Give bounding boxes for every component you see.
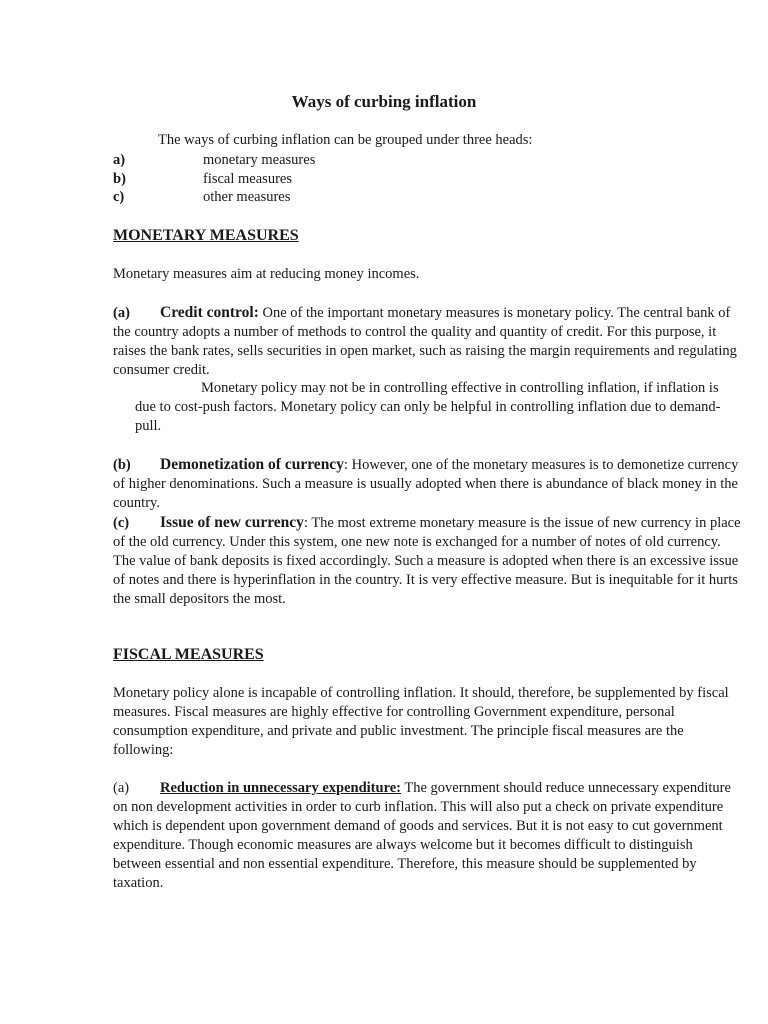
list-item-text: monetary measures <box>203 152 316 168</box>
list-item <box>113 188 291 207</box>
item-marker: (b) <box>113 457 131 473</box>
new-currency-label: Issue of new currency <box>160 514 304 531</box>
list-item-text: other measures <box>203 189 291 205</box>
credit-control-label: Credit control: <box>160 304 259 321</box>
fiscal-intro: Monetary policy alone is incapable of controlling inflation. It should, therefore, be supplemented by fiscal measures. Fiscal measures are highly effective for controlling Government expenditure, personal consumption expenditure, and private and public investment. The principle fiscal measures are the following: <box>113 685 729 758</box>
item-marker: (c) <box>113 515 130 531</box>
reduction-text: The government should reduce unnecessary expenditure on non development activities in order to curb inflation. This will also put a check on private expenditure which is dependent upon government demand of goods and services. But it is not easy to cut government expenditure. Though economic measures are always welcome but it becomes difficult to distinguish between essential and non essential expenditure. Therefore, this measure should be supplemented by taxation. <box>113 780 731 891</box>
list-marker: c) <box>113 189 125 205</box>
credit-control-paragraph <box>113 303 743 380</box>
new-currency-text: : The most extreme monetary measure is the issue of new currency in place of the old currency. Under this system, one new note is exchanged for a number of notes of old currency. The value of bank deposits is fixed accordingly. Such a measure is adopted when there is an excessive issue of notes and there is hyperinflation in the country. It is very effective measure. But is inequitable for it hurts the small depositors the most. <box>113 515 741 607</box>
credit-control-note: Monetary policy may not be in controlling effective in controlling inflation, if inflation is due to cost-push factors. Monetary policy can only be helpful in controlling inflation due to demand-pull. <box>135 380 721 434</box>
list-item <box>113 151 316 170</box>
reduction-label: Reduction in unnecessary expenditure: <box>160 780 402 796</box>
new-currency-paragraph <box>113 513 743 609</box>
demonetization-paragraph <box>113 455 743 513</box>
list-item-text: fiscal measures <box>203 170 292 187</box>
list-marker: a) <box>113 152 126 168</box>
page-title: Ways of curbing inflation <box>291 92 477 111</box>
demonetization-text: : However, one of the monetary measures is to demonetize currency of higher denominations. Such a measure is usually adopted when there is abundance of black money in the country. <box>113 457 739 511</box>
monetary-intro: Monetary measures aim at reducing money incomes. <box>113 266 420 282</box>
monetary-heading: MONETARY MEASURES <box>113 227 299 244</box>
list-item <box>113 170 292 189</box>
demonetization-label: Demonetization of currency <box>160 456 344 473</box>
heads-list <box>113 151 316 207</box>
fiscal-heading: FISCAL MEASURES <box>113 646 264 663</box>
item-marker: (a) <box>113 780 130 796</box>
credit-control-text: One of the important monetary measures is monetary policy. The central bank of the country adopts a number of methods to control the quality and quantity of credit. For this purpose, it raises the bank rates, sells securities in open market, such as raising the margin requirements and regulating consumer credit. <box>113 305 737 378</box>
list-marker: b) <box>113 170 126 187</box>
intro-text: The ways of curbing inflation can be grouped under three heads: <box>158 132 533 148</box>
reduction-paragraph <box>113 779 743 893</box>
item-marker: (a) <box>113 305 130 321</box>
